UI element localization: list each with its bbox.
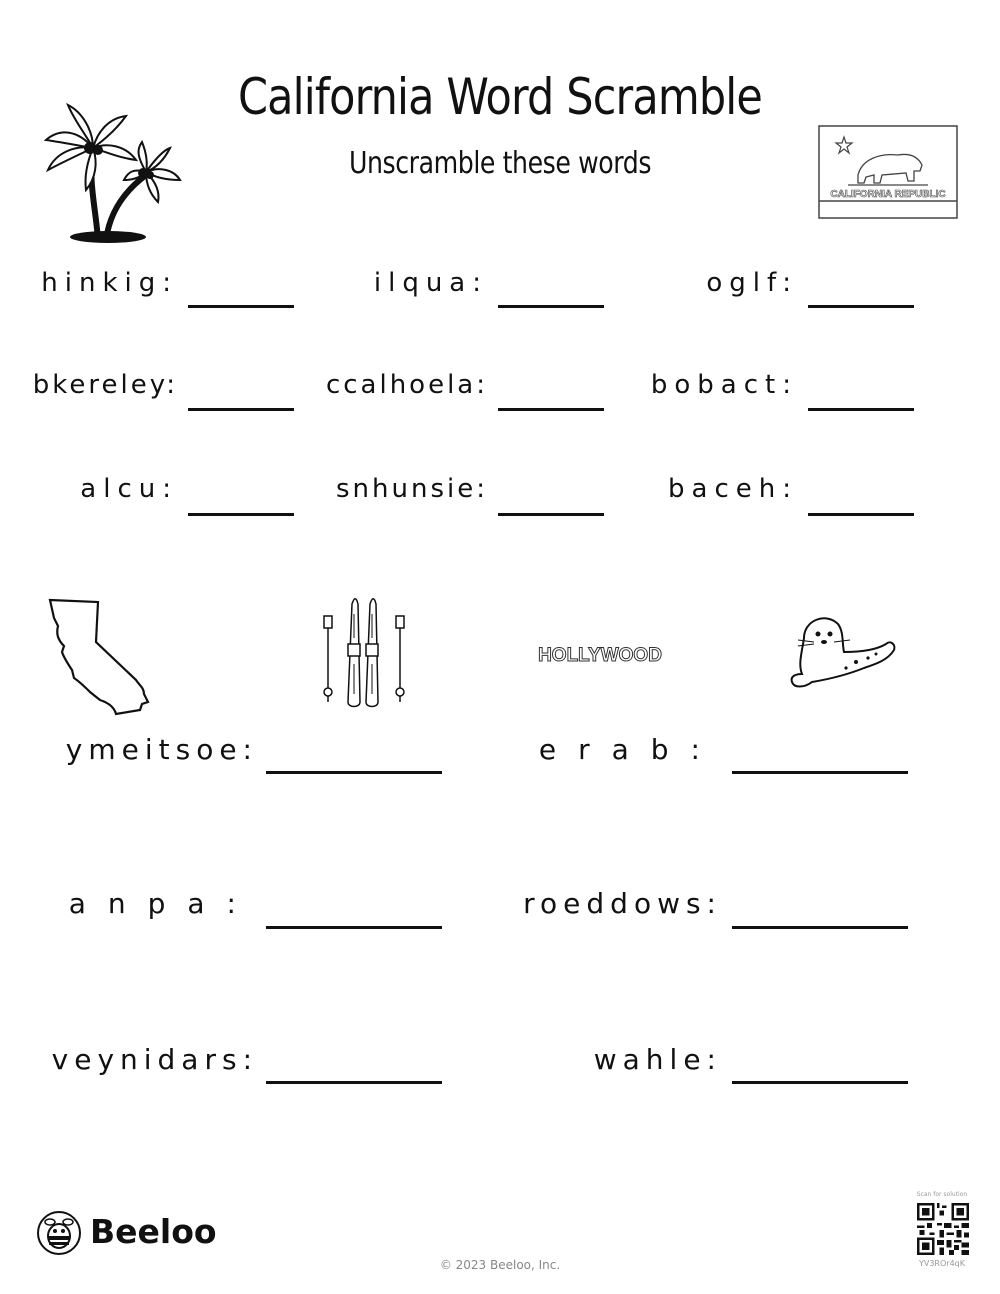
worksheet-title: California Word Scramble — [238, 68, 762, 126]
answer-line[interactable] — [266, 771, 442, 774]
scrambled-word — [0, 1042, 722, 1076]
answer-line[interactable] — [266, 926, 442, 929]
scrambled-word-text: roeddows: — [523, 887, 722, 920]
scrambled-word-text: alcu: — [80, 474, 178, 504]
california-flag-icon — [818, 125, 958, 219]
answer-line[interactable] — [498, 408, 604, 411]
scrambled-word-text: bobact: — [650, 370, 798, 400]
answer-line[interactable] — [188, 513, 294, 516]
scrambled-word-text: ccalhoela: — [325, 370, 488, 400]
answer-line[interactable] — [188, 305, 294, 308]
scrambled-word-text: ymeitsoe: — [65, 733, 258, 766]
scrambled-word — [0, 368, 798, 400]
scrambled-word-text: bkereley: — [32, 370, 178, 400]
palm-trees-icon — [38, 100, 188, 245]
answer-line[interactable] — [266, 1081, 442, 1084]
worksheet-subtitle: Unscramble these words — [348, 146, 652, 181]
answer-line[interactable] — [732, 771, 908, 774]
answer-line[interactable] — [808, 513, 914, 516]
answer-line[interactable] — [808, 408, 914, 411]
scrambled-word-text: erab: — [538, 733, 722, 766]
copyright: © 2023 Beeloo, Inc. — [439, 1258, 561, 1272]
skis-icon — [318, 594, 410, 712]
scrambled-word-text: snhunsie: — [336, 474, 488, 504]
scan-label: Scan for solution — [916, 1191, 968, 1198]
hollywood-text: HOLLYWOOD — [538, 645, 662, 666]
brand-name: Beeloo — [90, 1212, 217, 1251]
scrambled-word-text: ilqua: — [373, 268, 488, 298]
scrambled-word-text: veynidars: — [51, 1043, 258, 1076]
scrambled-word — [0, 732, 722, 766]
scrambled-word-text: anpa: — [68, 887, 258, 920]
answer-line[interactable] — [732, 1081, 908, 1084]
scrambled-word — [0, 472, 798, 504]
hollywood-sign-icon — [538, 640, 662, 670]
answer-line[interactable] — [808, 305, 914, 308]
flag-text: CALIFORNIA REPUBLIC — [830, 189, 946, 200]
answer-line[interactable] — [498, 513, 604, 516]
scrambled-word — [0, 886, 722, 920]
scrambled-word — [0, 266, 798, 298]
answer-line[interactable] — [188, 408, 294, 411]
scrambled-word-text: wahle: — [593, 1043, 722, 1076]
california-map-icon — [44, 596, 154, 718]
seal-icon — [784, 608, 900, 694]
answer-line[interactable] — [498, 305, 604, 308]
scrambled-word-text: baceh: — [668, 474, 798, 504]
answer-line[interactable] — [732, 926, 908, 929]
scrambled-word-text: oglf: — [706, 268, 798, 298]
qr-code-icon[interactable] — [917, 1203, 969, 1255]
scrambled-word-text: hinkig: — [41, 268, 178, 298]
qr-code-id: YV3ROr4qK — [918, 1259, 965, 1268]
bee-logo-icon — [36, 1210, 82, 1256]
